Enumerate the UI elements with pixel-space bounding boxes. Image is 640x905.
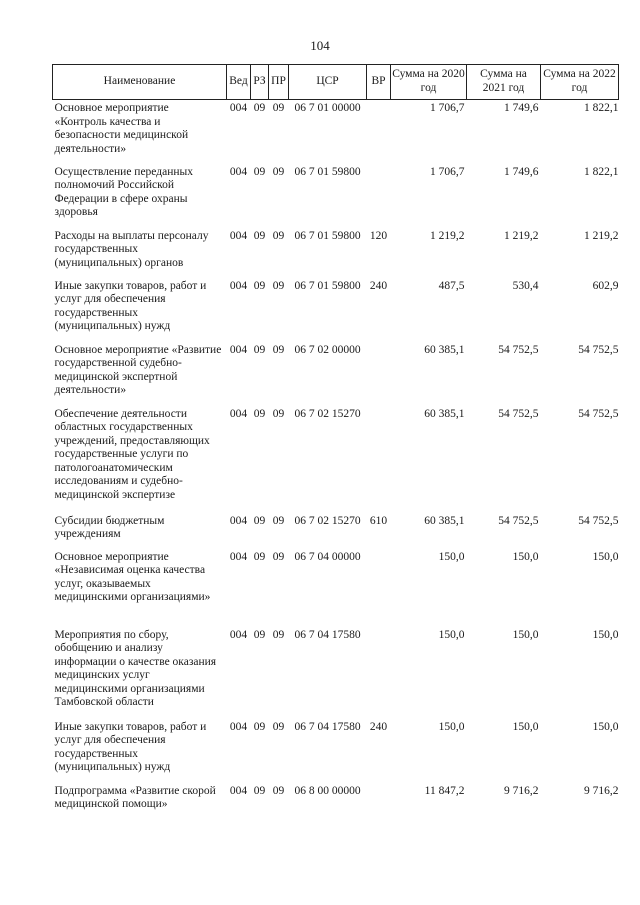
row-vr xyxy=(367,100,391,164)
row-vr xyxy=(367,164,391,228)
row-name: Основное мероприятие «Контроль качества и безопасности медицинской деятельности» xyxy=(54,102,189,155)
row-name: Мероприятия по сбору, обобщению и анализу информации о качестве оказания медицинских услуг медицинскими организациями Тамбовской области xyxy=(54,628,217,709)
row-ved: 004 xyxy=(229,550,248,563)
row-rz: 09 xyxy=(253,102,266,114)
row-vr xyxy=(367,627,391,719)
table-row xyxy=(53,164,619,228)
row-sum-2021: 150,0 xyxy=(512,720,539,733)
header-name: Наименование xyxy=(53,65,227,100)
row-vr: 120 xyxy=(369,229,388,242)
row-rz: 09 xyxy=(253,514,266,527)
row-csr: 06 7 01 59800 xyxy=(294,229,361,242)
row-sum-2020: 11 847,2 xyxy=(424,784,465,797)
row-sum-2021: 1 749,6 xyxy=(504,102,539,114)
row-sum-2020: 150,0 xyxy=(438,550,465,563)
row-ved: 004 xyxy=(229,407,248,420)
row-rz: 09 xyxy=(253,720,266,733)
row-rz: 09 xyxy=(253,229,266,242)
row-sum-2022: 1 822,1 xyxy=(584,165,619,178)
row-sum-2022: 9 716,2 xyxy=(584,784,619,797)
header-vr: ВР xyxy=(367,65,391,100)
row-pr: 09 xyxy=(272,514,285,527)
row-name: Расходы на выплаты персоналу государственных (муниципальных) органов xyxy=(54,229,209,269)
row-sum-2022: 1 822,1 xyxy=(584,102,619,114)
row-sum-2020: 1 219,2 xyxy=(430,229,465,242)
row-csr: 06 7 01 59800 xyxy=(294,165,361,178)
row-sum-2021: 54 752,5 xyxy=(498,407,539,420)
row-csr: 06 7 04 17580 xyxy=(294,628,361,641)
row-ved: 004 xyxy=(229,102,248,114)
row-sum-2020: 1 706,7 xyxy=(430,165,465,178)
row-vr: 610 xyxy=(369,514,388,527)
row-name: Обеспечение деятельности областных государственных учреждений, предоставляющих государственные услуги по патологоанатомическим исследованиям и судебно-медицинской экспертизе xyxy=(54,407,210,501)
header-sum-2021: Сумма на 2021 год xyxy=(467,65,541,100)
header-ved: Вед xyxy=(227,65,251,100)
row-sum-2020: 487,5 xyxy=(438,279,465,292)
row-sum-2020: 60 385,1 xyxy=(424,407,465,420)
row-sum-2021: 1 749,6 xyxy=(504,165,539,178)
row-sum-2022: 150,0 xyxy=(592,550,619,563)
table-body xyxy=(53,100,619,823)
row-pr: 09 xyxy=(272,407,285,420)
row-csr: 06 7 04 00000 xyxy=(294,550,361,563)
row-sum-2022: 54 752,5 xyxy=(578,343,619,356)
row-ved: 004 xyxy=(229,720,248,733)
row-csr: 06 8 00 00000 xyxy=(294,784,361,797)
page-number: 104 xyxy=(310,38,330,53)
row-name: Подпрограмма «Развитие скорой медицинской помощи» xyxy=(54,784,216,811)
row-sum-2022: 54 752,5 xyxy=(578,514,619,527)
table-row xyxy=(53,783,619,823)
row-vr: 240 xyxy=(369,279,388,292)
table-row xyxy=(53,549,619,627)
row-rz: 09 xyxy=(253,165,266,178)
row-sum-2020: 60 385,1 xyxy=(424,343,465,356)
row-name: Иные закупки товаров, работ и услуг для обеспечения государственных (муниципальных) нужд xyxy=(54,720,207,774)
row-ved: 004 xyxy=(229,165,248,178)
table-header-row xyxy=(53,65,619,100)
row-ved: 004 xyxy=(229,229,248,242)
row-pr: 09 xyxy=(272,343,285,356)
row-ved: 004 xyxy=(229,784,248,797)
table-row xyxy=(53,100,619,164)
row-sum-2021: 1 219,2 xyxy=(504,229,539,242)
row-vr: 240 xyxy=(369,720,388,733)
header-pr: ПР xyxy=(269,65,289,100)
row-rz: 09 xyxy=(253,550,266,563)
row-sum-2021: 150,0 xyxy=(512,550,539,563)
row-pr: 09 xyxy=(272,102,285,114)
row-rz: 09 xyxy=(253,784,266,797)
row-sum-2022: 1 219,2 xyxy=(584,229,619,242)
row-sum-2020: 60 385,1 xyxy=(424,514,465,527)
header-rz: РЗ xyxy=(251,65,269,100)
row-name: Иные закупки товаров, работ и услуг для обеспечения государственных (муниципальных) нужд xyxy=(54,279,207,333)
row-sum-2020: 150,0 xyxy=(438,628,465,641)
row-pr: 09 xyxy=(272,550,285,563)
row-rz: 09 xyxy=(253,343,266,356)
row-name: Осуществление переданных полномочий Российской Федерации в сфере охраны здоровья xyxy=(54,165,193,219)
row-pr: 09 xyxy=(272,784,285,797)
row-sum-2020: 1 706,7 xyxy=(430,102,465,114)
row-name: Основное мероприятие «Развитие государственной судебно-медицинской экспертной деятельности» xyxy=(54,343,222,397)
row-pr: 09 xyxy=(272,279,285,292)
row-sum-2021: 54 752,5 xyxy=(498,343,539,356)
header-csr: ЦСР xyxy=(289,65,367,100)
row-pr: 09 xyxy=(272,628,285,641)
row-vr xyxy=(367,783,391,823)
row-rz: 09 xyxy=(253,279,266,292)
table-row xyxy=(53,278,619,342)
table-row xyxy=(53,719,619,783)
row-vr xyxy=(367,549,391,627)
row-csr: 06 7 02 00000 xyxy=(294,343,361,356)
row-ved: 004 xyxy=(229,628,248,641)
table-row xyxy=(53,228,619,278)
row-pr: 09 xyxy=(272,720,285,733)
row-sum-2021: 9 716,2 xyxy=(504,784,539,797)
table-row xyxy=(53,513,619,549)
row-rz: 09 xyxy=(253,628,266,641)
row-pr: 09 xyxy=(272,165,285,178)
row-vr xyxy=(367,342,391,406)
table-row xyxy=(53,627,619,719)
row-name: Основное мероприятие «Независимая оценка качества услуг, оказываемых медицинскими организациями» xyxy=(54,550,211,604)
row-csr: 06 7 01 59800 xyxy=(294,279,361,292)
row-sum-2022: 54 752,5 xyxy=(578,407,619,420)
row-sum-2022: 602,9 xyxy=(592,279,619,292)
budget-table xyxy=(52,64,619,823)
row-ved: 004 xyxy=(229,279,248,292)
row-csr: 06 7 02 15270 xyxy=(294,514,361,527)
row-rz: 09 xyxy=(253,407,266,420)
row-sum-2022: 150,0 xyxy=(592,628,619,641)
row-pr: 09 xyxy=(272,229,285,242)
row-sum-2021: 54 752,5 xyxy=(498,514,539,527)
row-sum-2021: 150,0 xyxy=(512,628,539,641)
row-ved: 004 xyxy=(229,514,248,527)
row-ved: 004 xyxy=(229,343,248,356)
header-sum-2020: Сумма на 2020 год xyxy=(391,65,467,100)
header-sum-2022: Сумма на 2022 год xyxy=(541,65,619,100)
table-row xyxy=(53,342,619,406)
row-csr: 06 7 02 15270 xyxy=(294,407,361,420)
row-sum-2022: 150,0 xyxy=(592,720,619,733)
row-csr: 06 7 01 00000 xyxy=(294,102,361,114)
row-csr: 06 7 04 17580 xyxy=(294,720,361,733)
row-sum-2020: 150,0 xyxy=(438,720,465,733)
row-name: Субсидии бюджетным учреждениям xyxy=(54,514,165,541)
table-row xyxy=(53,406,619,513)
row-sum-2021: 530,4 xyxy=(512,279,539,292)
row-vr xyxy=(367,406,391,513)
